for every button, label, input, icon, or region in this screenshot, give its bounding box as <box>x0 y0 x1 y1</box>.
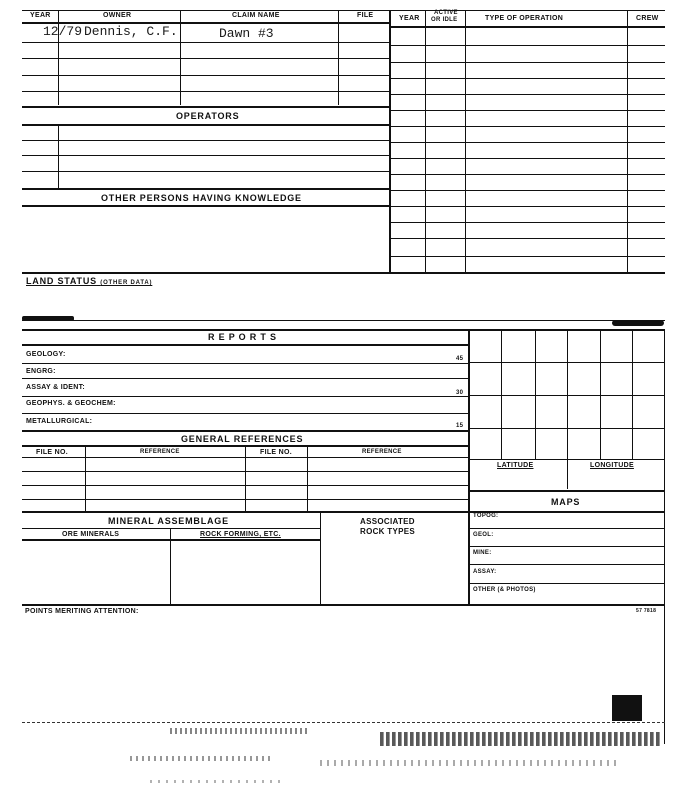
associated-rock-types-2: ROCK TYPES <box>360 527 416 536</box>
assay-ident-label: ASSAY & IDENT: <box>26 384 86 391</box>
engrg-label: ENGRG: <box>26 368 56 375</box>
other-photos-label: OTHER (& PHOTOS) <box>473 587 536 593</box>
type-of-operation-header: TYPE OF OPERATION <box>485 15 564 22</box>
file-no-header-2: FILE NO. <box>260 449 292 456</box>
points-meriting-attention-label: POINTS MERITING ATTENTION: <box>25 608 139 615</box>
assay-map-label: ASSAY: <box>473 569 497 575</box>
associated-rock-types-1: ASSOCIATED <box>360 517 415 526</box>
form-number: 57 7818 <box>636 608 657 614</box>
land-status-sub: (OTHER DATA) <box>100 280 153 286</box>
claim-name-header: CLAIM NAME <box>232 12 280 19</box>
land-status-heading <box>26 276 152 286</box>
n45: 45 <box>456 356 464 362</box>
reference-header-1: REFERENCE <box>140 449 180 455</box>
n15: 15 <box>456 423 464 429</box>
year-header: YEAR <box>30 12 51 19</box>
geophys-label: GEOPHYS. & GEOCHEM: <box>26 400 116 407</box>
n30: 30 <box>456 390 464 396</box>
mine-label: MINE: <box>473 550 492 556</box>
other-persons-heading: OTHER PERSONS HAVING KNOWLEDGE <box>101 193 302 203</box>
general-references-title: GENERAL REFERENCES <box>181 434 304 444</box>
longitude-label: LONGITUDE <box>590 462 634 469</box>
entry-owner: Dennis, C.F. <box>84 24 178 39</box>
crew-header: CREW <box>636 15 659 22</box>
active-idle-header-1: ACTIVE <box>434 10 458 16</box>
land-status-label: LAND STATUS <box>26 276 97 286</box>
geology-label: GEOLOGY: <box>26 351 66 358</box>
mineral-assemblage-title: MINERAL ASSEMBLAGE <box>108 516 229 526</box>
maps-title: MAPS <box>551 497 581 507</box>
op-year-header: YEAR <box>399 15 420 22</box>
file-no-header-1: FILE NO. <box>36 449 68 456</box>
entry-date: 12/79 <box>43 24 83 39</box>
reference-header-2: REFERENCE <box>362 449 402 455</box>
rock-forming-header: ROCK FORMING, ETC. <box>200 531 281 538</box>
geol-label: GEOL: <box>473 532 494 538</box>
operators-heading: OPERATORS <box>176 111 240 121</box>
file-header: FILE <box>357 12 374 19</box>
owner-header: OWNER <box>103 12 132 19</box>
reports-title: R E P O R T S <box>208 332 277 342</box>
entry-claim: Dawn #3 <box>219 26 274 41</box>
latitude-label: LATITUDE <box>497 462 534 469</box>
active-idle-header-2: OR IDLE <box>431 17 458 23</box>
ore-minerals-header: ORE MINERALS <box>62 531 120 538</box>
topog-label: TOPOG: <box>473 513 499 519</box>
metallurgical-label: METALLURGICAL: <box>26 418 93 425</box>
